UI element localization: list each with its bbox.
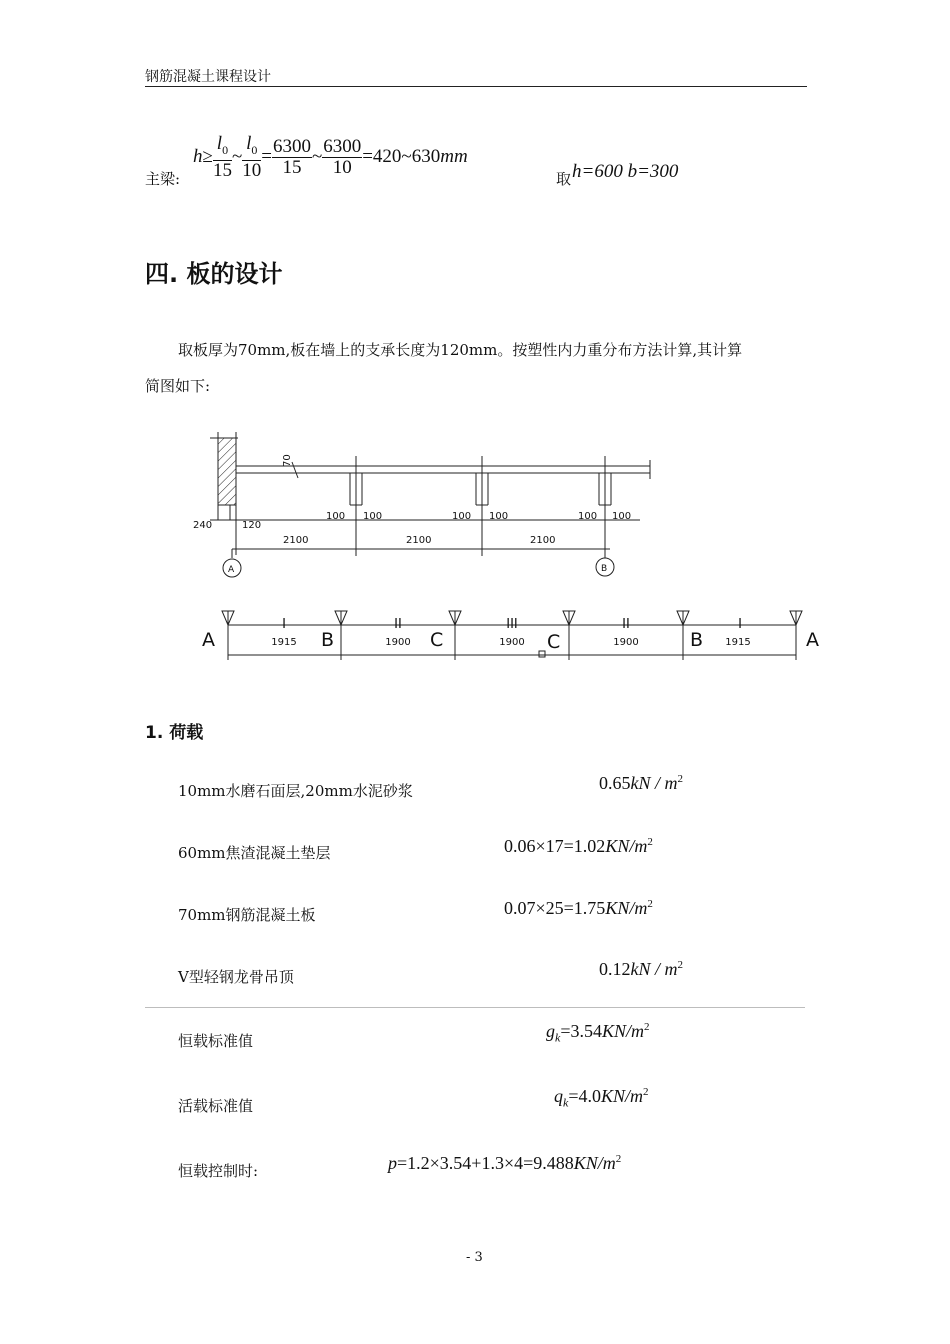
span-mark: I: [282, 617, 286, 632]
formula-unit: mm: [440, 145, 468, 167]
formula-h: h: [193, 145, 203, 167]
slab-thickness-label: 70: [282, 454, 293, 467]
load-item-label: 70mm钢筋混凝土板: [178, 906, 316, 924]
load-item-label: 10mm水磨石面层,20mm水泥砂浆: [178, 782, 413, 800]
support-label: A: [202, 629, 215, 651]
live-load-label: 活载标准值: [178, 1097, 254, 1115]
fraction-l0-15: $\frac{l_0}{15}$: [212, 133, 232, 181]
load-item-value: $0.07\times 25=1.75KN/m^2$: [504, 898, 653, 918]
span-mark: II: [622, 617, 630, 632]
axis-label-b: B: [601, 564, 608, 574]
span-label: 2100: [283, 535, 309, 546]
beam-half-label: 100: [452, 511, 472, 522]
load-item-value: $0.12kN / m^2$: [599, 959, 683, 979]
load-item-label: V型轻钢龙骨吊顶: [178, 968, 294, 986]
load-item-label: 60mm焦渣混凝土垫层: [178, 844, 331, 862]
span-mark: III: [506, 617, 518, 632]
take-label: 取: [556, 170, 572, 188]
formula-tilde: ~: [231, 145, 243, 167]
support-label: C: [547, 631, 561, 653]
running-header: 钢筋混凝土课程设计: [145, 69, 271, 85]
beam-half-label: 100: [578, 511, 598, 522]
wall-width-label: 240: [193, 520, 213, 531]
span-mark: II: [394, 617, 402, 632]
control-load-value: $p=1.2\times 3.54+1.3\times 4=9.488KN/m^2$: [388, 1153, 622, 1173]
formula-geq: ≥: [202, 145, 213, 167]
load-item-value: $0.65kN / m^2$: [599, 773, 683, 793]
span-length: 1915: [271, 637, 297, 648]
main-beam-label: 主梁:: [145, 170, 181, 188]
section-title: 四. 板的设计: [145, 260, 283, 288]
dead-load-label: 恒载标准值: [178, 1032, 254, 1050]
support-label: B: [690, 629, 704, 651]
beam-1: [350, 456, 362, 556]
live-load-value: $q_k=4.0KN/m^2$: [554, 1086, 649, 1110]
take-value: h=600 b=300: [572, 161, 679, 182]
support-label: A: [806, 629, 819, 651]
main-beam-formula: h≥ $\frac{l_0}{15}$ ~ $\frac{l_0}{10}$ = $\frac{6300}{15}$ ~ $\frac{6300}{10}$ =420~630mm: [193, 133, 468, 181]
beam-2: [476, 456, 488, 556]
span-length: 1900: [613, 637, 639, 648]
span-label: 2100: [530, 535, 556, 546]
span-label: 2100: [406, 535, 432, 546]
paragraph-line2: 简图如下:: [145, 377, 211, 395]
sum-separator: [145, 1007, 805, 1008]
load-item-value: $0.06\times 17=1.02KN/m^2$: [504, 836, 653, 856]
support-label: B: [321, 629, 335, 651]
formula-result: =420~630: [362, 145, 441, 167]
span-length: 1915: [725, 637, 751, 648]
support-label: C: [430, 629, 444, 651]
beam-half-label: 100: [612, 511, 632, 522]
fraction-6300-15: $\frac{6300}{15}$: [272, 135, 311, 178]
loads-heading: 1. 荷载: [145, 723, 204, 743]
axis-label-a: A: [228, 565, 235, 575]
beam-half-label: 100: [489, 511, 509, 522]
bearing-length-label: 120: [242, 520, 262, 531]
fraction-6300-10: $\frac{6300}{10}$: [323, 135, 362, 178]
formula-eq: =: [261, 145, 272, 167]
fraction-l0-10: $\frac{l_0}{10}$: [242, 133, 262, 181]
span-length: 1900: [499, 637, 525, 648]
span-length: 1900: [385, 637, 411, 648]
control-load-label: 恒载控制时:: [178, 1162, 259, 1180]
dead-load-value: $g_k=3.54KN/m^2$: [546, 1021, 650, 1045]
span-mark: I: [738, 617, 742, 632]
wall: [218, 438, 236, 505]
paragraph-line1: 取板厚为70mm,板在墙上的支承长度为120mm。按塑性内力重分布方法计算,其计算: [178, 341, 743, 359]
beam-3: [599, 456, 611, 556]
beam-half-label: 100: [326, 511, 346, 522]
beam-half-label: 100: [363, 511, 383, 522]
page-number: - 3: [466, 1250, 483, 1265]
